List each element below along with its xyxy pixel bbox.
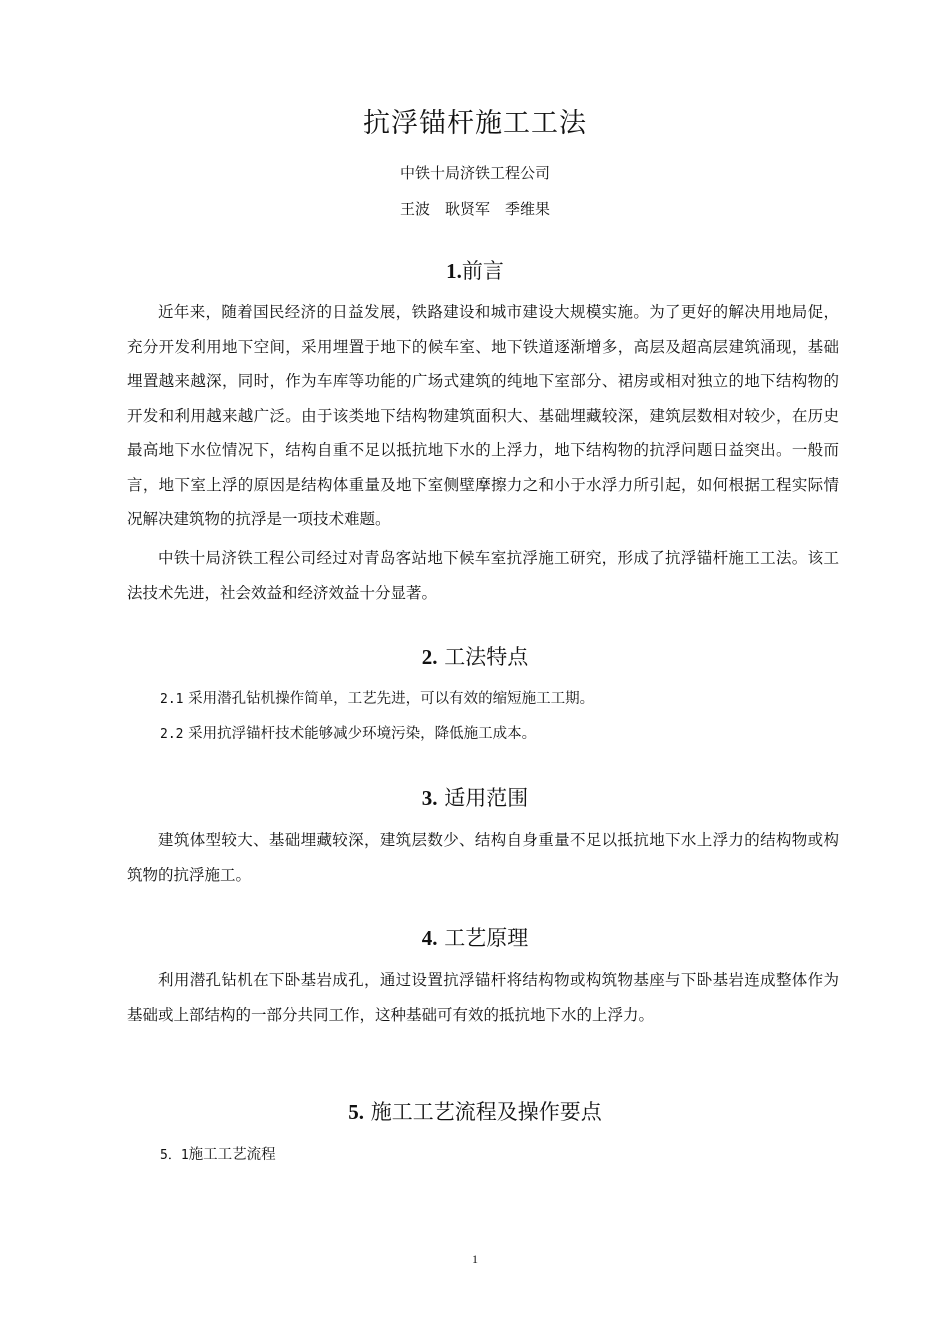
section-number: 5. bbox=[348, 1100, 365, 1124]
body-paragraph: 中铁十局济铁工程公司经过对青岛客站地下候车室抗浮施工研究，形成了抗浮锚杆施工工法。该工法技术先进，社会效益和经济效益十分显著。 bbox=[127, 549, 839, 602]
section-heading-1 bbox=[0, 256, 950, 286]
section-number: 1. bbox=[446, 259, 462, 283]
subsection-title: 施工工艺流程 bbox=[188, 1147, 276, 1163]
list-item bbox=[160, 722, 850, 747]
item-text: 采用抗浮锚杆技术能够减少环境污染，降低施工成本。 bbox=[188, 726, 537, 742]
document-title: 抗浮锚杆施工工法 bbox=[363, 108, 587, 139]
section-heading-4 bbox=[0, 923, 950, 953]
list-item bbox=[160, 687, 850, 712]
item-number: 2.2 bbox=[160, 727, 184, 742]
section-title: 前言 bbox=[461, 259, 504, 283]
section-heading-5 bbox=[0, 1097, 950, 1127]
section-number: 2. bbox=[421, 645, 438, 669]
body-paragraph: 利用潜孔钻机在下卧基岩成孔，通过设置抗浮锚杆将结构物或构筑物基座与下卧基岩连成整体作为基础或上部结构的一部分共同工作，这种基础可有效的抵抗地下水的上浮力。 bbox=[127, 971, 839, 1024]
organization-name: 中铁十局济铁工程公司 bbox=[399, 164, 550, 182]
body-paragraph: 建筑体型较大、基础埋藏较深，建筑层数少、结构自身重量不足以抵抗地下水上浮力的结构物或构筑物的抗浮施工。 bbox=[127, 831, 839, 884]
section-title: 适用范围 bbox=[444, 786, 529, 810]
page-number: 1 bbox=[472, 1252, 478, 1266]
item-number: 2.1 bbox=[160, 692, 184, 707]
section-title: 工法特点 bbox=[444, 645, 529, 669]
section-number: 3. bbox=[421, 786, 438, 810]
subsection-heading bbox=[160, 1143, 850, 1168]
section-heading-3 bbox=[0, 783, 950, 813]
item-text: 采用潜孔钻机操作简单，工艺先进，可以有效的缩短施工工期。 bbox=[188, 691, 595, 707]
body-paragraph: 近年来，随着国民经济的日益发展，铁路建设和城市建设大规模实施。为了更好的解决用地局促，充分开发利用地下空间，采用埋置于地下的候车室、地下铁道逐渐增多，高层及超高层建筑涌现，基础埋置越来越深，同时，作为车库等功能的广场式建筑的纯地下室部分、裙房或相对独立的地下结构物的开发和利用越来越广泛。由于该类地下结构物建筑面积大、基础埋藏较深，建筑层数相对较少，在历史最高地下水位情况下，结构自重不足以抵抗地下水的上浮力，地下结构物的抗浮问题日益突出。一般而言，地下室上浮的原因是结构体重量及地下室侧壁摩擦力之和小于水浮力所引起，如何根据工程实际情况解决建筑物的抗浮是一项技术难题。 bbox=[127, 303, 839, 528]
section-title: 工艺原理 bbox=[444, 926, 529, 950]
section-number: 4. bbox=[421, 926, 438, 950]
author-list: 王波 耿贤军 季维果 bbox=[399, 200, 550, 218]
section-title: 施工工艺流程及操作要点 bbox=[370, 1100, 602, 1124]
subsection-number: 5．1 bbox=[160, 1148, 189, 1163]
section-heading-2 bbox=[0, 642, 950, 672]
